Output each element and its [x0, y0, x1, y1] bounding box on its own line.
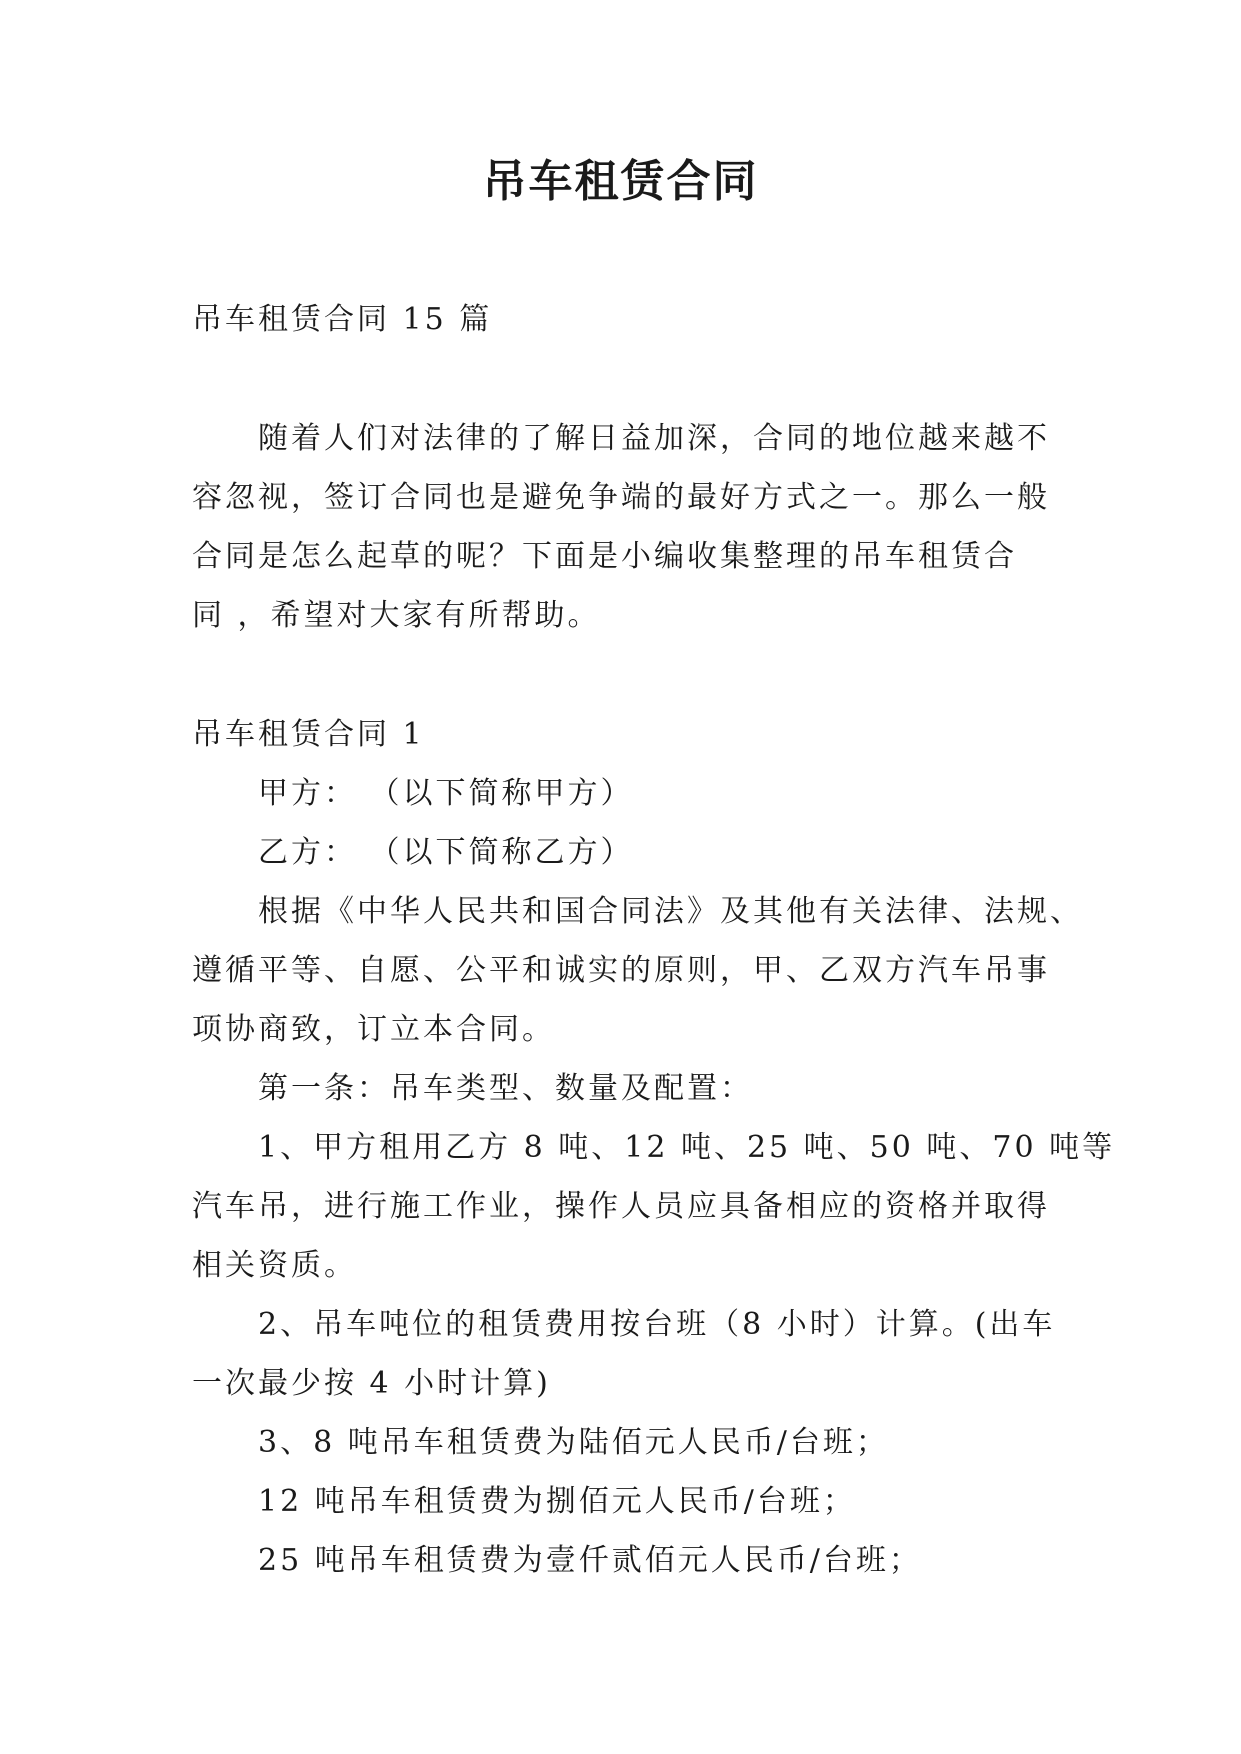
item-3-line-1: 3、8 吨吊车租赁费为陆佰元人民币/台班；	[258, 1425, 889, 1460]
item-1-line-1: 1、甲方租用乙方 8 吨、12 吨、25 吨、50 吨、70 吨等	[258, 1130, 1116, 1165]
document-body	[192, 290, 1116, 1590]
spacer	[192, 349, 1052, 409]
item-3-line-2: 12 吨吊车租赁费为捌佰元人民币/台班；	[258, 1484, 856, 1519]
item-1-line-3: 相关资质。	[192, 1248, 357, 1283]
intro-line-4: 同 ，希望对大家有所帮助。	[192, 598, 601, 633]
document-title: 吊车租赁合同	[482, 156, 759, 207]
party-b-line: 乙方： （以下简称乙方）	[258, 835, 634, 870]
item-2-line-1: 2、吊车吨位的租赁费用按台班（8 小时）计算。(出车	[258, 1307, 1056, 1342]
party-a-line: 甲方： （以下简称甲方）	[258, 776, 634, 811]
item-2-line-2: 一次最少按 4 小时计算)	[192, 1366, 551, 1401]
item-1-line-2: 汽车吊，进行施工作业，操作人员应具备相应的资格并取得	[192, 1189, 1050, 1224]
intro-line-3: 合同是怎么起草的呢？下面是小编收集整理的吊车租赁合	[192, 539, 1017, 574]
item-3-line-3: 25 吨吊车租赁费为壹仟贰佰元人民币/台班；	[258, 1543, 922, 1578]
basis-line-1: 根据《中华人民共和国合同法》及其他有关法律、法规、	[258, 894, 1083, 929]
section-heading: 吊车租赁合同 1	[192, 717, 425, 752]
basis-line-2: 遵循平等、自愿、公平和诚实的原则，甲、乙双方汽车吊事	[192, 953, 1050, 988]
basis-line-3: 项协商致，订立本合同。	[192, 1012, 555, 1047]
document-subtitle: 吊车租赁合同 15 篇	[192, 302, 493, 337]
spacer	[192, 645, 1052, 705]
intro-line-1: 随着人们对法律的了解日益加深，合同的地位越来越不	[258, 421, 1050, 456]
intro-line-2: 容忽视，签订合同也是避免争端的最好方式之一。那么一般	[192, 480, 1050, 515]
article-1-heading: 第一条：吊车类型、数量及配置：	[258, 1071, 753, 1106]
